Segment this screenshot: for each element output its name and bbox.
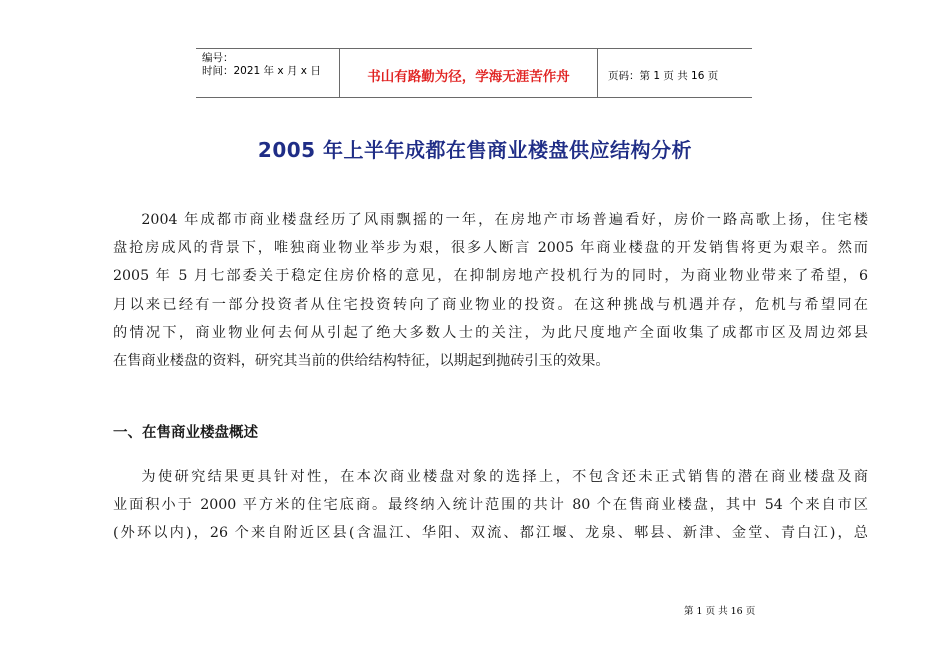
document-title: 2005 年上半年成都在售商业楼盘供应结构分析: [257, 138, 693, 162]
overview-paragraph: [113, 463, 868, 548]
header-meta: [196, 49, 340, 97]
paragraph-line: 为使研究结果更具针对性，在本次商业楼盘对象的选择上，不包含还未正式销售的潜在商业楼盘及商: [141, 469, 868, 485]
page-header: [196, 48, 752, 98]
paragraph-line: (外环以内)，26 个来自附近区县(含温江、华阳、双流、都江堰、龙泉、郫县、新津、金堂、青白江)，总: [113, 525, 868, 542]
page-footer: 第 1 页 共 16 页: [684, 606, 756, 617]
document-date: 时间：2021 年 x 月 x 日: [202, 65, 321, 77]
paragraph-line: 业面积小于 2000 平方米的住宅底商。最终纳入统计范围的共计 80 个在售商业楼盘，其中 54 个来自市区: [113, 497, 868, 514]
intro-paragraph: [113, 206, 868, 375]
header-page-info: 页码：第 1 页 共 16 页: [608, 69, 719, 82]
header-motto: 书山有路勤为径，学海无涯苦作舟: [340, 49, 598, 97]
document-number-label: 编号：: [202, 52, 234, 64]
paragraph-line: 盘抢房成风的背景下，唯独商业物业举步为艰，很多人断言 2005 年商业楼盘的开发销售将更为艰辛。然而: [113, 240, 868, 257]
section-heading: 一、在售商业楼盘概述: [113, 425, 258, 441]
paragraph-line: 月以来已经有一部分投资者从住宅投资转向了商业物业的投资。在这种挑战与机遇并存，危机与希望同在: [113, 296, 868, 313]
paragraph-line: 2005 年 5 月七部委关于稳定住房价格的意见，在抑制房地产投机行为的同时，为商业物业带来了希望，6: [113, 268, 868, 285]
paragraph-line: 在售商业楼盘的资料，研究其当前的供给结构特征，以期起到抛砖引玉的效果。: [113, 352, 610, 369]
paragraph-line: 的情况下，商业物业何去何从引起了绝大多数人士的关注，为此尺度地产全面收集了成都市区及周边郊县: [113, 324, 868, 341]
paragraph-line: 2004 年成都市商业楼盘经历了风雨飘摇的一年，在房地产市场普遍看好，房价一路高歌上扬，住宅楼: [141, 212, 868, 228]
